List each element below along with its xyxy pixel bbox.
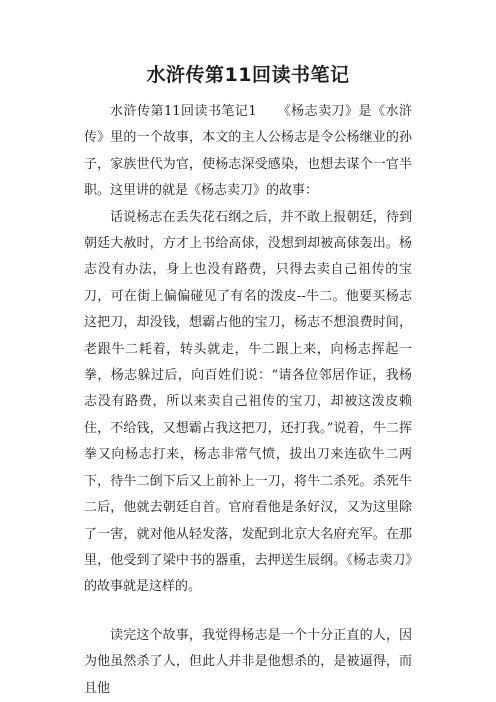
paragraph-intro: 水浒传第11回读书笔记1 《杨志卖刀》是《水浒传》里的一个故事，本文的主人公杨志是令公杨继业的孙子，家族世代为官，使杨志深受感染，也想去谋个一官半职。这里讲的就是《杨志卖刀》的故事： <box>84 104 412 199</box>
paragraph-reflection: 读完这个故事，我觉得杨志是一个十分正直的人，因为他虽然杀了人，但此人并非是他想杀的，是被逼得，而且他 <box>84 627 412 696</box>
paragraph-story: 话说杨志在丢失花石纲之后，并不敢上报朝廷，待到朝廷大赦时，方才上书给高俅，没想到却被高俅轰出。杨志没有办法，身上也没有路费，只得去卖自己祖传的宝刀，可在街上偏偏碰见了有名的泼皮--牛二。他要买杨志这把刀，却没钱，想霸占他的宝刀，杨志不想浪费时间，老跟牛二耗着，转头就走，牛二跟上来，向杨志挥起一拳，杨志躲过后，向百姓们说：“请各位邻居作证，我杨志没有路费，所以来卖自己祖传的宝刀，却被这泼皮赖住，不给钱，又想霸占我这把刀，还打我。”说着，牛二挥拳又向杨志打来，杨志非常气愤，拔出刀来连砍牛二两下，待牛二倒下后又上前补上一刀，将牛二杀死。杀死牛二后，他就去朝廷自首。官府看他是条好汉，又为这里除了一害，就对他从轻发落，发配到北京大名府充军。在那里，他受到了梁中书的器重，去押送生辰纲。《杨志卖刀》的故事就是这样的。 <box>84 209 412 595</box>
document-title: 水浒传第11回读书笔记 <box>146 64 350 86</box>
paragraph-gap <box>84 601 412 623</box>
